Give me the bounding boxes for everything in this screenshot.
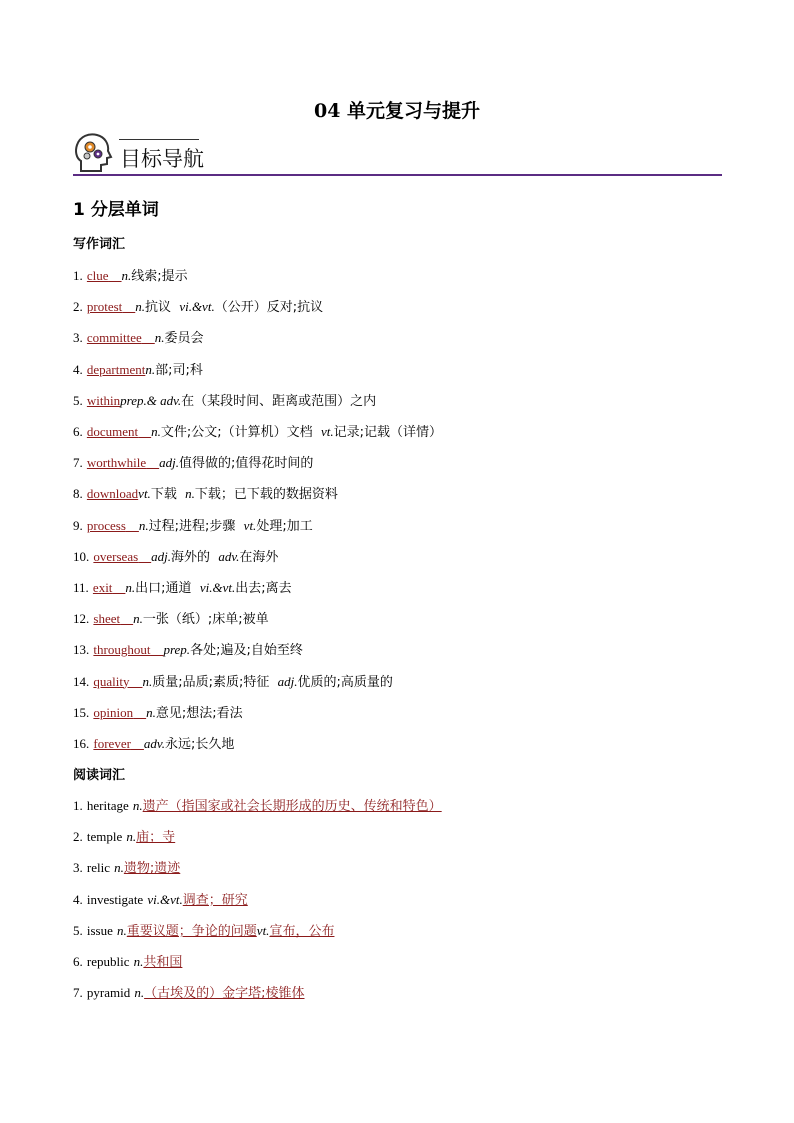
definition: 文件;公文;（计算机）文档	[160, 425, 313, 440]
definition-2: 在海外	[239, 549, 279, 565]
part-of-speech-2: n.	[185, 486, 195, 502]
definition: 线索;提示	[131, 269, 188, 284]
part-of-speech: n.	[134, 985, 145, 1001]
answer-blank-padding	[130, 674, 143, 689]
answer-word-text: throughout	[93, 642, 151, 658]
answer-word	[87, 518, 139, 533]
part-of-speech: n.	[154, 330, 165, 346]
answer-word	[87, 455, 159, 470]
banner-divider	[73, 174, 722, 176]
part-of-speech: n.	[121, 268, 132, 283]
answer-definition: 庙；寺	[136, 830, 176, 846]
item-number: 3.	[73, 330, 83, 346]
vocab-item	[73, 359, 203, 378]
answer-definition: 共和国	[143, 955, 183, 970]
part-of-speech: n.	[146, 704, 156, 720]
section-banner	[73, 131, 722, 177]
definition: 质量;品质;素质;特征	[152, 674, 270, 690]
part-of-speech-2: adj.	[277, 673, 298, 689]
definition-2: 下载；已下载的数据资料	[194, 487, 338, 503]
item-number: 7.	[73, 985, 83, 1001]
answer-definition: 调查；研究	[182, 892, 248, 908]
part-of-speech: n.	[138, 517, 149, 533]
item-number: 13.	[73, 642, 90, 658]
page-title: 04 单元复习与提升	[313, 100, 481, 122]
item-number: 11.	[73, 580, 89, 595]
answer-word-text: document	[86, 424, 139, 439]
answer-word-text: sheet	[93, 611, 121, 627]
answer-blank-padding	[138, 424, 151, 439]
part-of-speech-2: vi.&vt.	[179, 299, 215, 315]
vocab-item	[73, 857, 180, 876]
answer-definition: 遗物;遗迹	[123, 861, 181, 877]
item-number: 6.	[73, 424, 83, 439]
item-number: 9.	[73, 517, 83, 533]
answer-blank-padding	[120, 611, 133, 626]
definition: 永远;长久地	[164, 737, 235, 752]
answer-word	[93, 549, 151, 564]
part-of-speech: n.	[133, 954, 144, 969]
vocab-word: republic	[86, 954, 130, 969]
part-of-speech: adj.	[159, 455, 179, 471]
vocab-item	[73, 920, 334, 939]
vocab-item	[73, 265, 188, 284]
answer-word-text: committee	[86, 330, 142, 346]
item-number: 2.	[73, 829, 83, 845]
answer-word-text: clue	[86, 268, 109, 283]
vocab-item	[73, 639, 303, 658]
part-of-speech: n.	[142, 673, 153, 689]
answer-blank-padding	[133, 705, 146, 720]
item-number: 14.	[73, 673, 90, 689]
part-of-speech: prep.& adv.	[120, 392, 182, 408]
definition-2: （公开）反对;抗议	[214, 300, 324, 316]
answer-word-text: worthwhile	[86, 455, 147, 471]
item-number: 12.	[73, 611, 90, 627]
answer-word	[93, 674, 142, 689]
part-of-speech: prep.	[163, 642, 191, 658]
item-number: 5.	[73, 922, 83, 938]
definition-2: 出去;离去	[235, 581, 292, 596]
part-of-speech: n.	[125, 580, 136, 595]
part-of-speech: n.	[126, 829, 137, 845]
item-number: 7.	[73, 455, 83, 471]
item-number: 10.	[73, 548, 90, 564]
answer-definition: 遗产（指国家或社会长期形成的历史、传统和特色）	[142, 799, 442, 814]
answer-blank-padding	[150, 642, 163, 657]
part-of-speech: n.	[133, 611, 143, 627]
answer-word	[87, 268, 122, 283]
vocab-item	[73, 671, 393, 690]
part-of-speech: n.	[151, 424, 161, 439]
part-of-speech: vt.	[138, 486, 151, 502]
vocab-word: relic	[86, 860, 110, 876]
answer-blank-padding	[138, 549, 151, 564]
item-number: 5.	[73, 392, 83, 408]
part-of-speech-2: vt.	[320, 424, 334, 439]
definition: 下载	[150, 487, 177, 503]
answer-word-text: within	[86, 392, 121, 408]
answer-word-text: download	[86, 486, 139, 502]
vocab-word: temple	[86, 829, 123, 845]
vocab-item	[73, 546, 278, 565]
answer-word-text: process	[86, 517, 126, 533]
item-number: 8.	[73, 486, 83, 502]
answer-blank-padding	[126, 518, 139, 533]
answer-word	[93, 642, 163, 657]
item-number: 2.	[73, 299, 83, 315]
vocab-item	[73, 577, 292, 596]
part-of-speech: n.	[117, 922, 127, 938]
part-of-speech: n.	[132, 798, 143, 813]
definition: 委员会	[164, 331, 204, 347]
vocab-word: investigate	[86, 891, 144, 907]
answer-blank-padding	[131, 736, 144, 751]
item-number: 4.	[73, 361, 83, 377]
answer-blank-padding	[146, 455, 159, 470]
part-of-speech-2: vt.	[243, 517, 257, 533]
item-number: 16.	[73, 736, 90, 751]
vocab-word: pyramid	[86, 985, 131, 1001]
item-number: 1.	[73, 798, 83, 813]
vocab-item	[73, 795, 442, 814]
answer-word-text: forever	[93, 736, 131, 751]
definition: 各处;遍及;自始至终	[190, 643, 303, 659]
answer-word-text: protest	[86, 299, 123, 315]
vocab-word: heritage	[86, 798, 129, 813]
vocab-item	[73, 483, 338, 502]
vocab-item	[73, 733, 234, 752]
answer-word	[93, 580, 126, 595]
writing-heading: 写作词汇	[73, 237, 126, 252]
answer-blank-padding	[112, 580, 125, 595]
vocab-item	[73, 390, 376, 409]
item-number: 15.	[73, 704, 90, 720]
part-of-speech: vi.&vt.	[147, 891, 183, 907]
vocab-item	[73, 296, 323, 315]
answer-word	[93, 611, 133, 626]
part-of-speech: adv.	[143, 736, 165, 751]
part-of-speech: n.	[114, 860, 124, 876]
answer-word	[87, 362, 145, 377]
answer-blank-padding	[122, 299, 135, 314]
answer-blank-padding	[142, 330, 155, 345]
definition: 过程;进程;步骤	[148, 518, 236, 534]
vocab-item	[73, 327, 204, 346]
definition: 值得做的;值得花时间的	[178, 456, 314, 472]
answer-word	[87, 424, 151, 439]
section-heading: 1 分层单词	[73, 200, 159, 220]
item-number: 1.	[73, 268, 83, 283]
definition-2: 处理;加工	[256, 518, 313, 534]
answer-word	[87, 299, 135, 314]
vocab-item	[73, 452, 313, 471]
vocab-item	[73, 515, 313, 534]
definition: 海外的	[171, 549, 211, 565]
answer-word	[93, 736, 144, 751]
answer-blank-padding	[109, 268, 122, 283]
vocab-item	[73, 982, 305, 1001]
answer-word-text: department	[86, 361, 146, 377]
answer-word-text: exit	[92, 580, 113, 595]
answer-word-text: quality	[93, 673, 130, 689]
answer-definition-2: 宣布，公布	[269, 923, 335, 939]
vocab-item	[73, 826, 175, 845]
definition-2: 优质的;高质量的	[297, 674, 393, 690]
answer-definition: 重要议题；争论的问题	[126, 923, 257, 939]
banner-top-line	[119, 139, 199, 140]
definition: 抗议	[145, 300, 172, 316]
head-gears-icon	[73, 131, 113, 173]
vocab-item	[73, 889, 248, 908]
answer-word	[87, 486, 138, 501]
item-number: 4.	[73, 891, 83, 907]
vocab-item	[73, 951, 182, 970]
item-number: 6.	[73, 954, 83, 969]
part-of-speech-2: adv.	[218, 548, 240, 564]
definition: 出口;通道	[135, 581, 192, 596]
answer-word	[93, 705, 146, 720]
reading-heading: 阅读词汇	[73, 768, 126, 783]
part-of-speech-2: vi.&vt.	[199, 580, 236, 595]
definition: 部;司;科	[155, 362, 203, 378]
part-of-speech: n.	[145, 361, 156, 377]
answer-word	[87, 393, 120, 408]
answer-word-text: overseas	[93, 548, 139, 564]
definition: 在（某段时间、距离或范围）之内	[181, 393, 377, 409]
vocab-item	[73, 608, 269, 627]
answer-definition: （古埃及的）金字塔;棱锥体	[144, 986, 305, 1002]
vocab-item	[73, 421, 442, 440]
definition: 意见;想法;看法	[155, 705, 243, 721]
answer-word-text: opinion	[93, 704, 134, 720]
vocab-word: issue	[86, 922, 113, 938]
part-of-speech-2: vt.	[256, 922, 270, 938]
banner-label: 目标导航	[120, 147, 204, 171]
definition-2: 记录;记载（详情）	[333, 425, 442, 440]
item-number: 3.	[73, 860, 83, 876]
vocab-item	[73, 702, 243, 721]
answer-word	[87, 330, 155, 345]
part-of-speech: adj.	[151, 548, 172, 564]
definition: 一张（纸）;床单;被单	[142, 612, 269, 628]
part-of-speech: n.	[135, 299, 146, 315]
